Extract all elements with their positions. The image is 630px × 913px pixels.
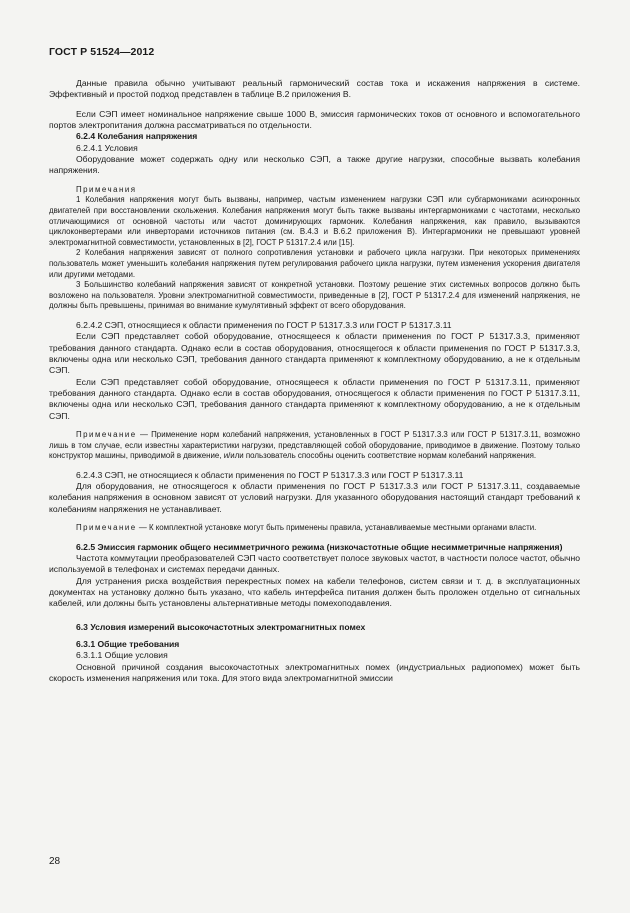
- section-6-2-4-2-title: 6.2.4.2 СЭП, относящиеся к области применения по ГОСТ Р 51317.3.3 или ГОСТ Р 51317.3.11: [76, 319, 452, 330]
- note-label: Примечание: [76, 523, 137, 533]
- section-6-3-title: 6.3 Условия измерений высокочастотных электромагнитных помех: [76, 621, 366, 632]
- note-text: — К комплектной установке могут быть применены правила, устанавливаемые местными органами власти.: [136, 523, 537, 533]
- section-6-3-1-title: 6.3.1 Общие требования: [76, 639, 180, 650]
- section-6-2-5-para-1: Частота коммутации преобразователей СЭП часто соответствует полосе звуковых частот, в частности полосе частот, обычно используемой в телефонах и системах передачи данных.: [49, 553, 580, 575]
- document-header: ГОСТ Р 51524—2012: [49, 46, 155, 58]
- page-body: [49, 78, 580, 685]
- section-6-3-1-1-title: 6.3.1.1 Общие условия: [76, 650, 168, 661]
- section-6-2-4-1-text: Оборудование может содержать одну или несколько СЭП, а также другие нагрузки, способные вызвать колебания напряжения.: [49, 154, 580, 176]
- section-6-2-4-3-title: 6.2.4.3 СЭП, не относящиеся к области применения по ГОСТ Р 51317.3.3 или ГОСТ Р 51317.3.11: [76, 469, 464, 480]
- section-6-2-4-2-note: [49, 430, 580, 462]
- section-6-2-5-title: 6.2.5 Эмиссия гармоник общего несимметричного режима (низкочастотные общие несимметричные напряжения): [76, 541, 563, 552]
- paragraph-above-1000v: Если СЭП имеет номинальное напряжение свыше 1000 В, эмиссия гармонических токов от основного и вспомогательного портов электропитания должна рассматриваться по отдельности.: [49, 108, 580, 131]
- section-6-2-4-2-para-2: Если СЭП представляет собой оборудование, относящееся к области применения по ГОСТ Р 51317.3.11, применяют требования данного стандарта. Однако если в состав оборудования, относящегося к области применения по ГОСТ Р 51317.3.11, включены одна или несколько СЭП, требования данного стандарта применяют к комплектному оборудованию, а не к отдельным СЭП.: [49, 376, 580, 421]
- section-6-2-4-3-note: [49, 523, 580, 534]
- section-6-2-4-1-title: 6.2.4.1 Условия: [76, 142, 138, 153]
- note-label: Примечание: [76, 429, 137, 439]
- notes-heading: Примечания: [76, 184, 137, 194]
- paragraph-intro: Данные правила обычно учитывают реальный гармонический состав тока и искажения напряжения в системе. Эффективный и простой подход представлен в таблице В.2 приложения В.: [49, 78, 580, 100]
- section-6-2-4-title: 6.2.4 Колебания напряжения: [76, 131, 198, 142]
- note-text: — Применение норм колебаний напряжения, установленных в ГОСТ Р 51317.3.3 или ГОСТ Р 51317.3.11, возможно лишь в том случае, если известны характеристики нагрузки, представляющей собой оборудование, приводимое в движение. Поэтому только конструктор машины, приводимой в движение, и/или пользователь способны оценить соответствие нормам колебаний напряжения.: [49, 429, 580, 461]
- page-number: 28: [49, 856, 61, 867]
- note-1: 1 Колебания напряжения могут быть вызваны, например, частым изменением нагрузки СЭП или субгармониками асинхронных двигателей при восстановлении скольжения. Колебания напряжения могут быть также вызваны интергармониками с частотами, несколько отличающимися от основной частоты или частот доминирующих гармоник. Колебания напряжения, как правило, вызываются циклоконвертерами или инверторами источников питания (см. В.4.3 и В.6.2 приложения В). Интергармоники не превышают уровней электромагнитной совместимости, установленных в [2], ГОСТ Р 51317.2.4 или [15].: [49, 195, 580, 247]
- section-6-2-4-2-para-1: Если СЭП представляет собой оборудование, относящееся к области применения по ГОСТ Р 51317.3.3, применяют требования данного стандарта. Однако если в состав оборудования, относящегося к области применения по ГОСТ Р 51317.3.3, включены одна или несколько СЭП, требования данного стандарта применяют к комплектному оборудованию, а не к отдельным СЭП.: [49, 331, 580, 376]
- note-2: 2 Колебания напряжения зависят от полного сопротивления установки и рабочего цикла нагрузки. При некоторых применениях пользователь может уменьшить колебания напряжения путем регулирования рабочего цикла нагрузки, путем изменения ускорения двигателя или другими методами.: [49, 248, 580, 279]
- note-3: 3 Большинство колебаний напряжения зависят от конкретной установки. Поэтому решение этих системных вопросов должно быть возложено на пользователя. Уровни электромагнитной совместимости, приведенные в [2], ГОСТ Р 51317.2.4 для изменений напряжения, не должны быть превышены, принимая во внимание кумулятивный эффект от всего оборудования.: [49, 280, 580, 311]
- section-6-3-1-1-para-1: Основной причиной создания высокочастотных электромагнитных помех (индустриальных радиопомех) может быть скорость изменения напряжения или тока. Для этого вида электромагнитной эмиссии: [49, 661, 580, 684]
- section-6-2-5-para-2: Для устранения риска воздействия перекрестных помех на кабели телефонов, систем связи и т. д. в эксплуатационных документах на установку должно быть указано, что кабель интерфейса питания должен быть проложен отдельно от сигнальных кабелей, или должны быть установлены альтернативные методы помехоподавления.: [49, 575, 580, 609]
- section-6-2-4-3-para-1: Для оборудования, не относящегося к области применения по ГОСТ Р 51317.3.3 или ГОСТ Р 51317.3.11, создаваемые колебания напряжения в основном зависят от условий нагрузки. Для указанного оборудования настоящий стандарт требований к колебаниям напряжения не устанавливает.: [49, 481, 580, 514]
